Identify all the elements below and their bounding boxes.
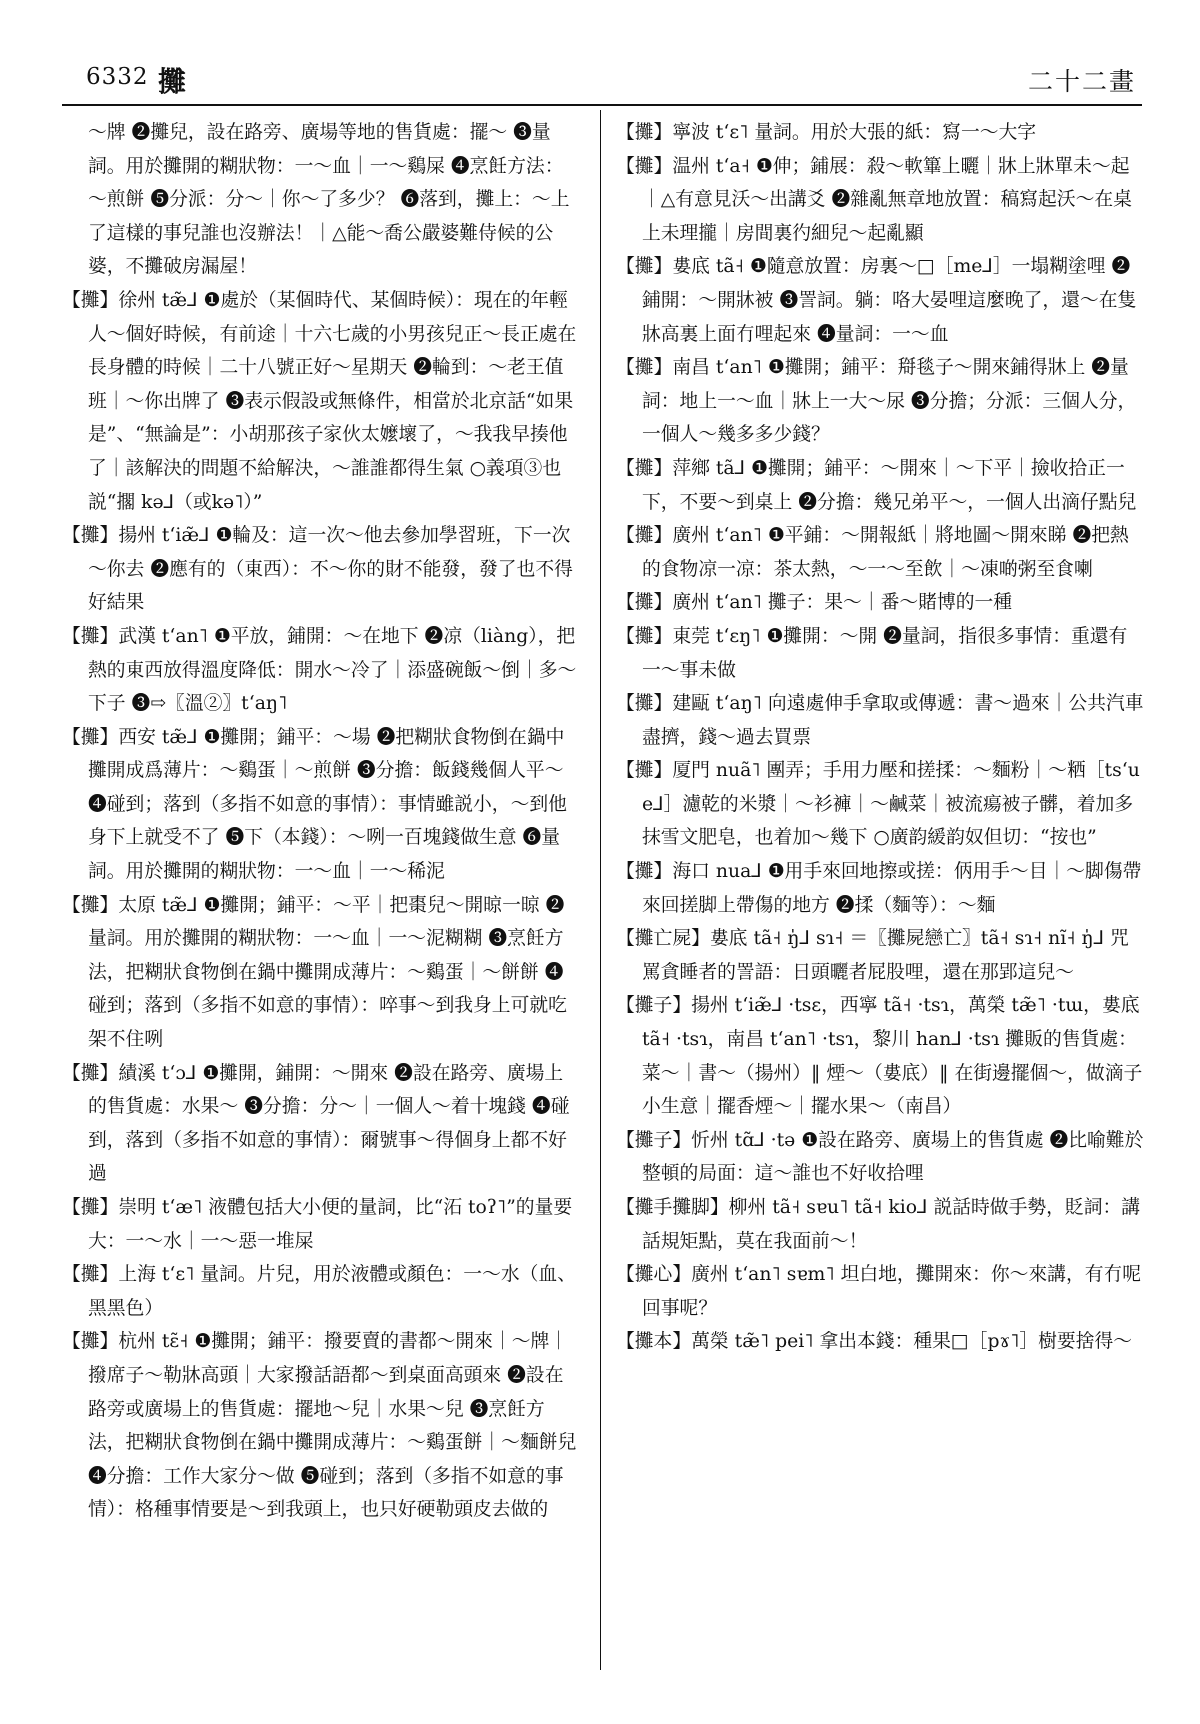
dictionary-entry: 【攤心】廣州 tʻan˥ sɐm˥ 坦白地，攤開來：你～來講，有冇呢回事呢？ [616,1264,1142,1319]
dictionary-entry: 【攤】婁底 tã˧ ❶隨意放置：房裏～□［me⅃］一塌糊塗哩 ❷鋪開：～開牀被 ❸詈詞。躺：咯大晏哩這麼晚了，還～在隻牀高裏上面冇哩起來 ❹量詞：一～血 [616,256,1137,345]
dictionary-entry: 【攤】杭州 tɛ̃˧ ❶攤開；鋪平：撥要賣的書都～開來｜～牌｜撥席子～勒牀高頭｜大家撥話語都～到桌面高頭來 ❷設在路旁或廣場上的售貨處：擺地～兒｜水果～兒 ❸烹飪方法，把糊狀食物倒在鍋中攤開成薄片：～鷄蛋餅｜～麵餅兒 ❹分擔：工作大家分～做 ❺碰到；落到（多指不如意的事情）：格種事情要是～到我頭上，也只好硬勒頭皮去做的 [62,1331,577,1521]
dictionary-entry: 【攤子】忻州 tɑ̃⅃ ·tə ❶設在路旁、廣場上的售貨處 ❷比喻難於整頓的局面：這～誰也不好收拾哩 [616,1129,1144,1185]
page-header [62,58,1142,106]
dictionary-entry: 【攤本】萬榮 tæ̃˥ pei˥ 拿出本錢：種果□［pɤ˥］樹要捨得～ [616,1331,1133,1353]
dictionary-entry: 【攤】武漢 tʻan˥ ❶平放，鋪開：～在地下 ❷凉（liàng），把熱的東西放得溫度降低：開水～冷了｜添盛碗飯～倒｜多～下子 ❸⇨〖溫②〗tʻaŋ˥ [62,625,577,715]
dictionary-entry: 【攤】廣州 tʻan˥ 攤子：果～｜番～賭博的一種 [616,592,1013,614]
dictionary-entry: 【攤】萍鄉 tã⅃ ❶攤開；鋪平：～開來｜～下平｜撿收拾正一下，不要～到桌上 ❷分擔：幾兄弟平～，一個人出滴仔點兒 [616,457,1137,513]
dictionary-entry: 【攤】西安 tæ̃⅃ ❶攤開；鋪平：～場 ❷把糊狀食物倒在鍋中攤開成爲薄片：～鷄蛋｜～煎餅 ❸分擔：飯錢幾個人平～ ❹碰到；落到（多指不如意的事情）：事情雖説小，～到他身下上就受不了 ❺下（本錢）：～咧一百塊錢做生意 ❻量詞。用於攤開的糊狀物：一～血｜一～稀泥 [62,726,567,883]
column-divider [600,110,601,1670]
dictionary-entry: 【攤】海口 nua⅃ ❶用手來回地擦或搓：㑂用手～目｜～脚傷帶來回搓脚上帶傷的地方 ❷揉（麵等）：～麵 [616,861,1142,916]
dictionary-entry: 【攤子】揚州 tʻiæ̃⅃ ·tsɛ，西寧 tã˧ ·tsɿ，萬榮 tæ̃˥ ·tɯ，婁底 tã˧ ·tsɿ，南昌 tʻan˥ ·tsɿ，黎川 han⅃ ·tsɿ 攤販的售貨處：菜～｜書～（揚州）‖ 煙～（婁底）‖ 在街邊擺個～，做滴子小生意｜擺香煙～｜擺水果～（南昌） [616,995,1143,1118]
dictionary-entry: 【攤】揚州 tʻiæ̃⅃ ❶輪及：這一次～他去參加學習班，下一次～你去 ❷應有的（東西）：不～你的財不能發，發了也不得好結果 [62,525,573,614]
dictionary-entry: 【攤】温州 tʻa˧ ❶伸；鋪展：殺～軟篳上曬｜牀上牀單未～起｜△有意見沃～出講爻 ❷雜亂無章地放置：稿寫起沃～在桌上未理攏｜房間裏彴細兒～起亂顯 [616,155,1132,244]
right-column [616,116,1144,1359]
page-number: 6332 [86,64,149,90]
dictionary-entry: 【攤】東莞 tʻɛŋ˥ ❶攤開：～開 ❷量詞，指很多事情：重還有一～事未做 [616,625,1128,681]
dictionary-entry: 【攤】上海 tʻɛ˥ 量詞。片兒，用於液體或顏色：一～水（血、黑黑色） [62,1264,576,1319]
dictionary-entry: 【攤】厦門 nuã˥ 團弄；手用力壓和搓揉：～麵粉｜～粞［tsʻue⅃］濾乾的米漿｜～衫褲｜～鹹菜｜被流瘍被子髒，着加多抹雪文肥皂，也着加～幾下 ○廣韵緩韵奴但切：“按也” [616,760,1140,849]
dictionary-entry: 【攤】廣州 tʻan˥ ❶平鋪：～開報紙｜將地圖～開來睇 ❷把熱的食物凉一凉：茶太熱，～一～至飲｜～凍啲粥至食喇 [616,525,1129,580]
dictionary-entry: 【攤】崇明 tʻæ˥ 液體包括大小便的量詞，比“沰 toʔ˥”的量要大：一～水｜一～惡一堆屎 [62,1197,573,1252]
dictionary-entry: 【攤手攤脚】柳州 tã˧ sɐu˥ tã˧ kio⅃ 説話時做手勢，貶詞：講話規矩點，莫在我面前～！ [616,1197,1141,1252]
dictionary-entry: 【攤】徐州 tæ̃⅃ ❶處於（某個時代、某個時候）：現在的年輕人～個好時候，有前途｜十六七歲的小男孩兒正～長正處在長身體的時候｜二十八號正好～星期天 ❷輪到：～老王值班｜～你出牌了 ❸表示假設或無條件，相當於北京話“如果是”、“無論是”：小胡那孩子家伙太嬤壞了，～我我早揍他了｜該解決的問題不給解決，～誰誰都得生氣 ○義項③也説“擱 kə⅃（或kə˥）” [62,289,577,513]
stroke-section-label: 二十二畫 [1027,67,1136,96]
left-column [62,116,580,1527]
running-headword: 攤 [158,65,187,98]
dictionary-entry: 【攤】南昌 tʻan˥ ❶攤開；鋪平：搿毯子～開來鋪得牀上 ❷量詞：地上一～血｜牀上一大～尿 ❸分擔；分派：三個人分，一個人～幾多多少錢？ [616,357,1137,446]
dictionary-entry: 【攤】太原 tæ̃⅃ ❶攤開；鋪平：～平｜把棗兒～開晾一晾 ❷量詞。用於攤開的糊狀物：一～血｜一～泥糊糊 ❸烹飪方法，把糊狀食物倒在鍋中攤開成薄片：～鷄蛋｜～餅餅 ❹碰到；落到（多指不如意的事情）：啐事～到我身上可就吃架不住咧 [62,894,567,1051]
dictionary-entry-continued: ～牌 ❷攤兒，設在路旁、廣場等地的售貨處：擺～ ❸量詞。用於攤開的糊狀物：一～血｜一～鷄屎 ❹烹飪方法：～煎餅 ❺分派：分～｜你～了多少？ ❻落到，攤上：～上了這樣的事兒誰也沒辦法！｜△能～喬公嚴婆難侍候的公婆，不攤破房漏屋！ [88,122,570,278]
dictionary-entry: 【攤】績溪 tʻɔ⅃ ❶攤開，鋪開：～開來 ❷設在路旁、廣場上的售貨處：水果～ ❸分擔：分～｜一個人～着十塊錢 ❹碰到，落到（多指不如意的事情）：爾號事～得個身上都不好過 [62,1062,570,1185]
dictionary-entry: 【攤】寧波 tʻɛ˥ 量詞。用於大張的紙：寫一～大字 [616,122,1037,143]
dictionary-entry: 【攤】建甌 tʻaŋ˥ 向遠處伸手拿取或傳遞：書～過來｜公共汽車盡擠，錢～過去買票 [616,693,1144,748]
dictionary-entry: 【攤亡屍】婁底 tã˧ ŋ̍⅃ sɿ˧ ＝〖攤屍戀亡〗tã˧ sɿ˧ nĩ˧ ŋ̍⅃ 咒罵貪睡者的詈語：日頭曬者屁股哩，還在那郢這兒～ [616,928,1129,983]
